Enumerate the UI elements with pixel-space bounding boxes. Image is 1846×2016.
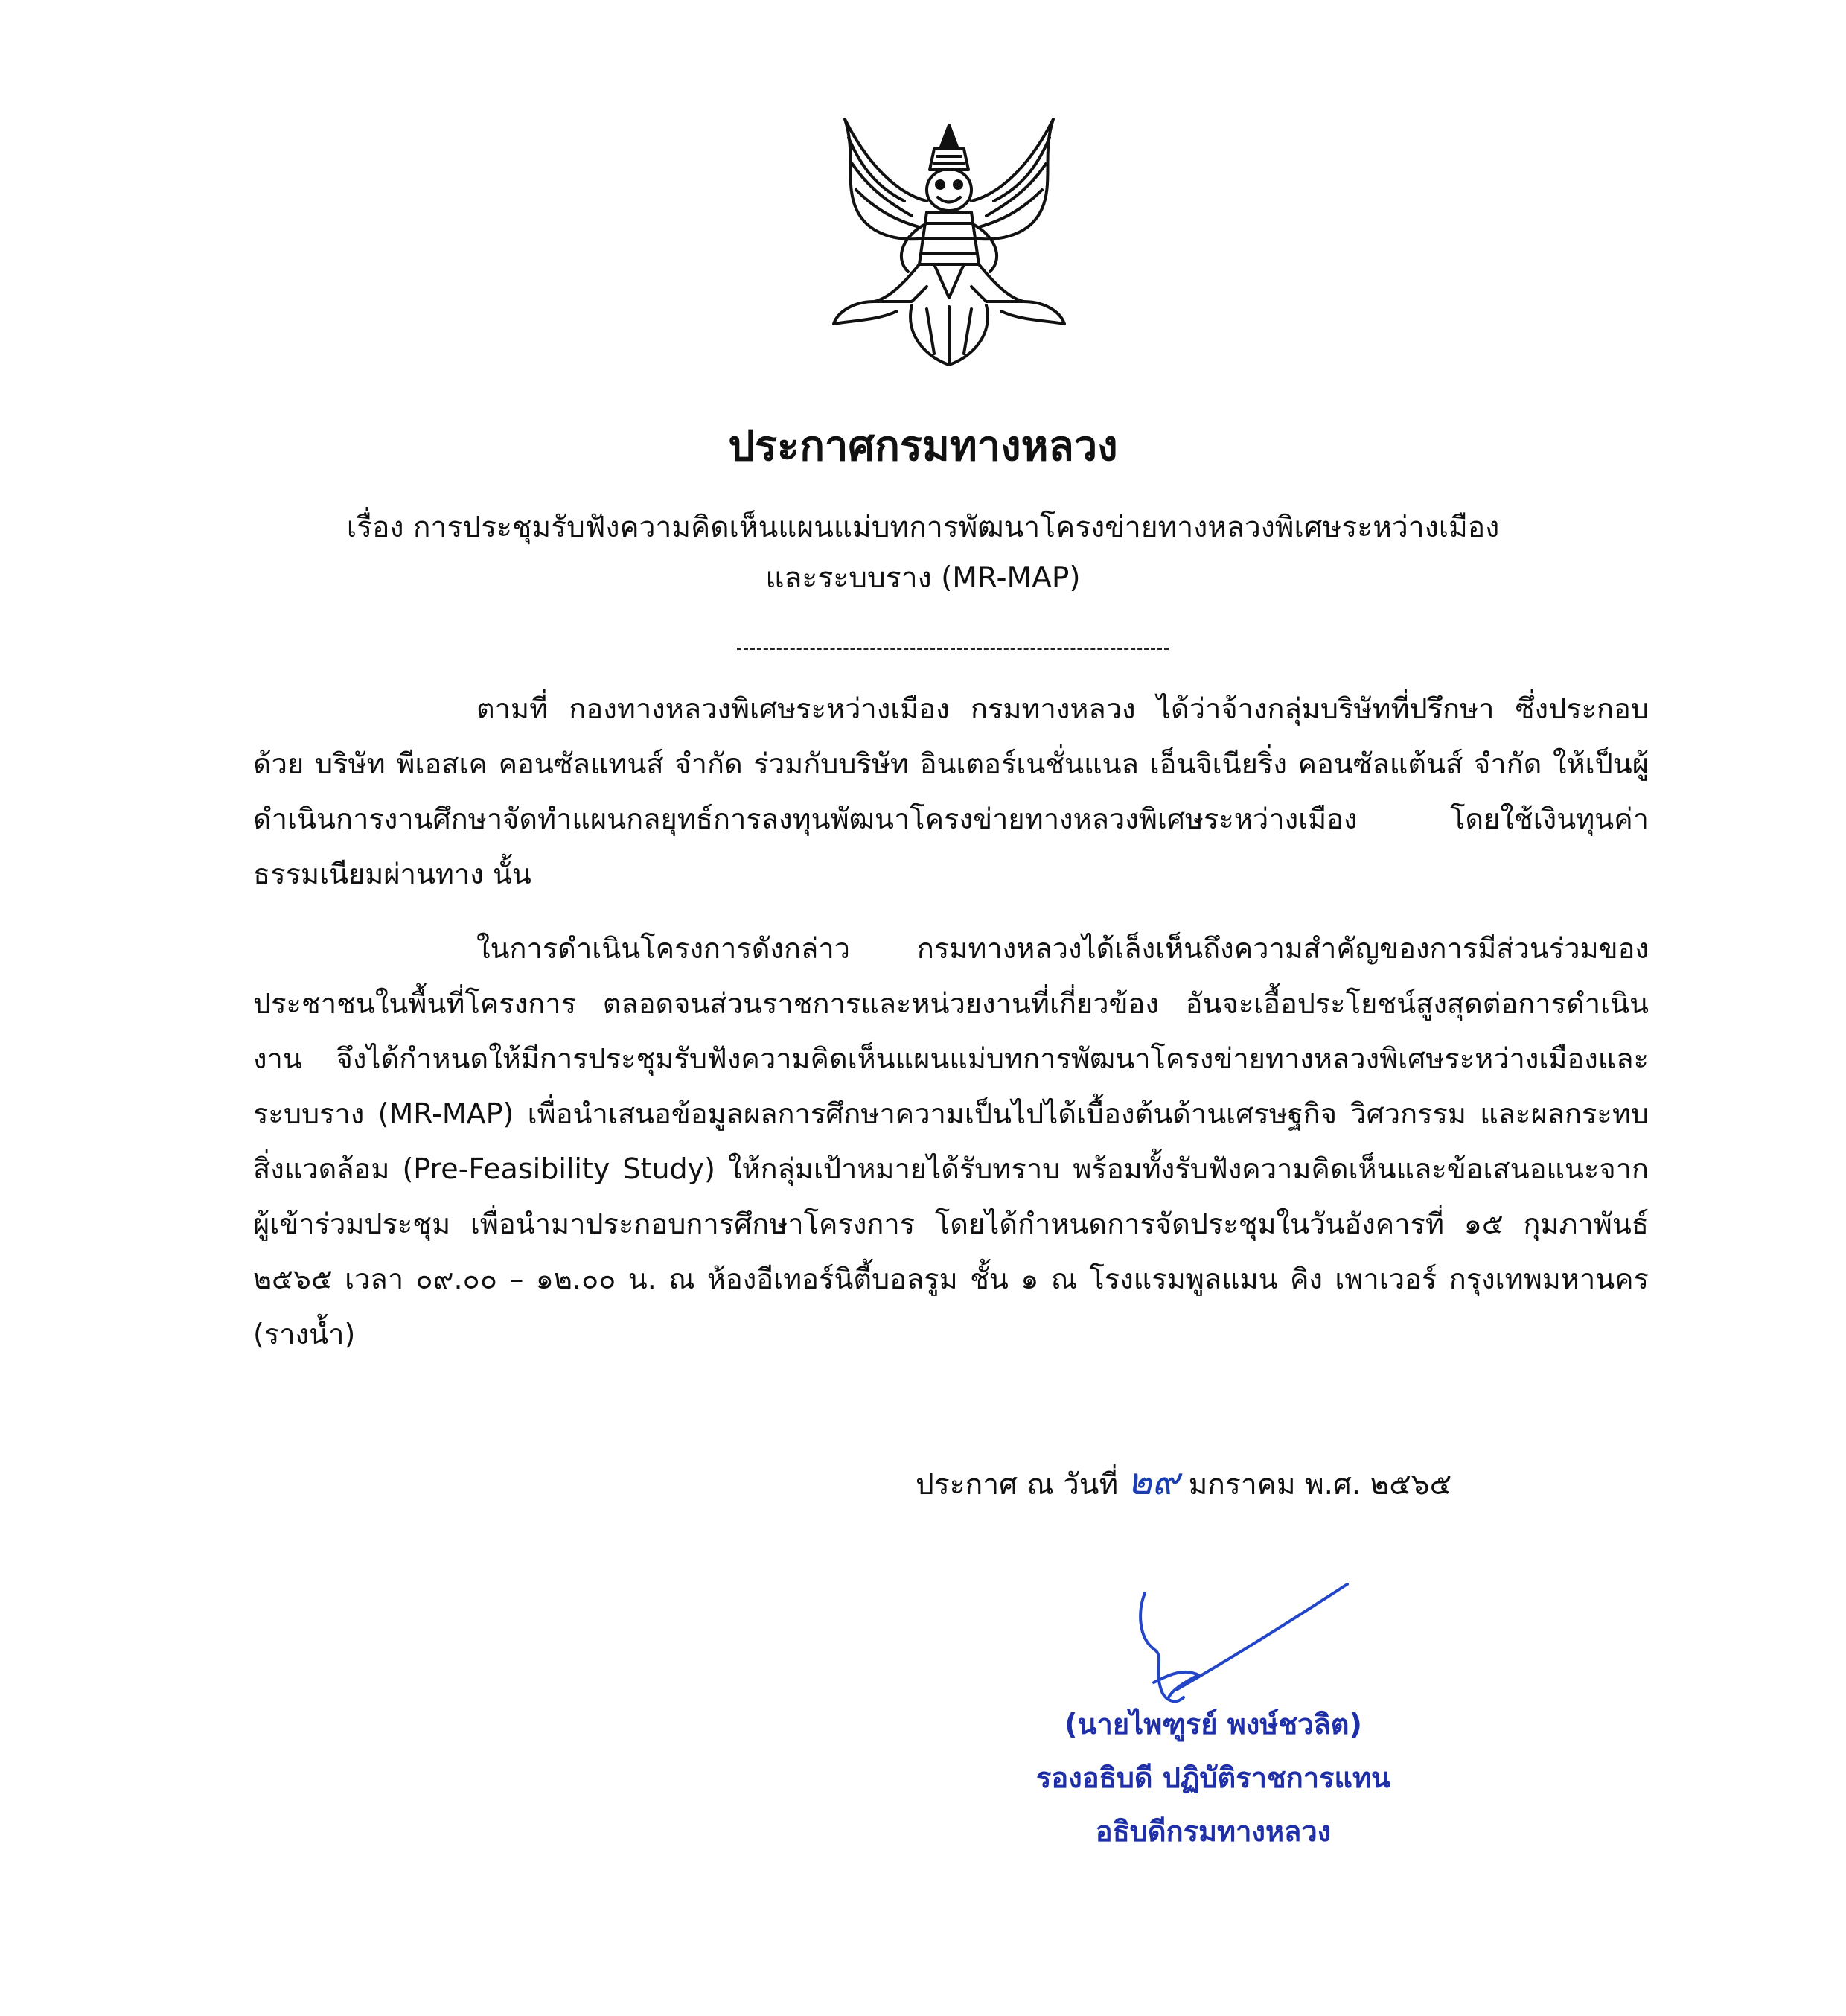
paragraph-2-text: ในการดำเนินโครงการดังกล่าว กรมทางหลวงได้เล็งเห็นถึงความสำคัญของการมีส่วนร่วมของประชาชนในพื้นที่โครงการ ตลอดจนส่วนราชการและหน่วยงานที่เกี่ยวข้อง อันจะเอื้อประโยชน์สูงสุดต่อการดำเนินงาน จึงได้กำหนดให้มีการประชุมรับฟังความคิดเห็นแผนแม่บทการพัฒนาโครงข่ายทางหลวงพิเศษระหว่างเมืองและระบบราง (MR-MAP) เพื่อนำเสนอข้อมูลผลการศึกษาความเป็นไปได้เบื้องต้นด้านเศรษฐกิจ วิศวกรรม และผลกระทบสิ่งแวดล้อม (Pre-Feasibility Study) ให้กลุ่มเป้าหมายได้รับทราบ พร้อมทั้งรับฟังความคิดเห็นและข้อเสนอแนะจากผู้เข้าร่วมประชุม เพื่อนำมาประกอบการศึกษาโครงการ โดยได้กำหนดการจัดประชุมในวันอังคารที่ ๑๕ กุมภาพันธ์ ๒๕๖๕ เวลา ๐๙.๐๐ – ๑๒.๐๐ น. ณ ห้องอีเทอร์นิตี้บอลรูม ชั้น ๑ ณ โรงแรมพูลแมน คิง เพาเวอร์ กรุงเทพมหานคร (รางน้ำ)	[253, 932, 1649, 1350]
announcement-title: ประกาศกรมทางหลวง	[728, 422, 1118, 470]
date-prefix: ประกาศ ณ วันที่	[916, 1468, 1119, 1502]
subject-line-1: เรื่อง การประชุมรับฟังความคิดเห็นแผนแม่บทการพัฒนาโครงข่ายทางหลวงพิเศษระหว่างเมือง	[346, 511, 1500, 544]
paragraph-2	[253, 921, 1649, 1362]
announcement-date	[916, 1455, 1451, 1511]
signatory-position: รองอธิบดี ปฏิบัติราชการแทน	[1035, 1761, 1391, 1794]
signatory-name: (นายไพฑูรย์ พงษ์ชวลิต)	[1064, 1708, 1362, 1741]
signatory-organization: อธิบดีกรมทางหลวง	[1095, 1815, 1332, 1848]
date-month-year: มกราคม พ.ศ. ๒๕๖๕	[1188, 1468, 1452, 1502]
signatory-block	[990, 1697, 1437, 1858]
subject	[223, 503, 1623, 604]
announcement-body	[253, 681, 1649, 1381]
paragraph-1-text: ตามที่ กองทางหลวงพิเศษระหว่างเมือง กรมทางหลวง ได้ว่าจ้างกลุ่มบริษัทที่ปรึกษา ซึ่งประกอบด้วย บริษัท พีเอสเค คอนซัลแทนส์ จำกัด ร่วมกับบริษัท อินเตอร์เนชั่นแนล เอ็นจิเนียริ่ง คอนซัลแต้นส์ จำกัด ให้เป็นผู้ดำเนินการงานศึกษาจัดทำแผนกลยุทธ์การลงทุนพัฒนาโครงข่ายทางหลวงพิเศษระหว่างเมือง โดยใช้เงินทุนค่าธรรมเนียมผ่านทาง นั้น	[253, 692, 1649, 890]
separator-line	[737, 648, 1169, 650]
subject-line-2: และระบบราง (MR-MAP)	[765, 561, 1081, 595]
date-day: ๒๙	[1127, 1460, 1180, 1503]
paragraph-1	[253, 681, 1649, 902]
garuda-emblem-icon	[815, 112, 1083, 380]
